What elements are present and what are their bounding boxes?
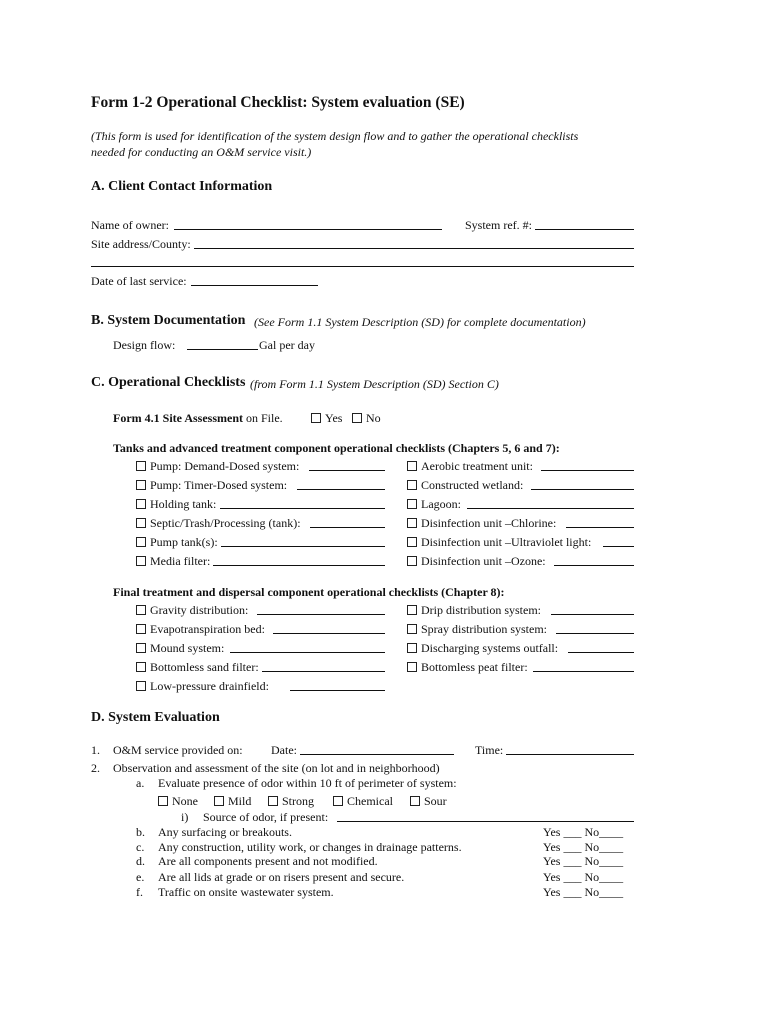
intro-line-1: (This form is used for identification of the system design flow and to gather the operational checklists — [91, 129, 579, 143]
sub-i-label: Source of odor, if present: — [203, 810, 329, 824]
odor-strong[interactable]: Strong — [268, 794, 314, 809]
tanks-heading: Tanks and advanced treatment component operational checklists (Chapters 5, 6 and 7): — [113, 441, 560, 455]
sub-d-number: d. — [136, 854, 145, 868]
sub-b-number: b. — [136, 825, 145, 839]
final-field-peat[interactable] — [533, 671, 634, 672]
tank-item-media[interactable]: Media filter: — [136, 554, 210, 569]
design-flow-label: Design flow: — [113, 338, 176, 352]
final-item-spray[interactable]: Spray distribution system: — [407, 622, 547, 637]
time-label: Time: — [475, 743, 504, 757]
site-assessment-no[interactable]: No — [352, 411, 381, 426]
final-field-lowpressure[interactable] — [290, 690, 385, 691]
final-item-sand[interactable]: Bottomless sand filter: — [136, 660, 259, 675]
checkbox-icon[interactable] — [136, 643, 146, 653]
final-field-gravity[interactable] — [257, 614, 385, 615]
sub-f-yes-no[interactable]: Yes ___ No____ — [543, 885, 624, 899]
checkbox-icon[interactable] — [407, 518, 417, 528]
site-assessment-yes[interactable]: Yes — [311, 411, 342, 426]
sub-e-label: Are all lids at grade or on risers present and secure. — [158, 870, 405, 884]
checkbox-icon[interactable] — [333, 796, 343, 806]
checkbox-icon[interactable] — [136, 681, 146, 691]
sub-i-number: i) — [181, 810, 189, 824]
final-item-outfall[interactable]: Discharging systems outfall: — [407, 641, 558, 656]
checkbox-icon[interactable] — [407, 662, 417, 672]
final-field-mound[interactable] — [230, 652, 385, 653]
checkbox-icon[interactable] — [268, 796, 278, 806]
checkbox-icon[interactable] — [158, 796, 168, 806]
time-field[interactable] — [506, 754, 634, 755]
site-assessment-label: Form 4.1 Site Assessment — [113, 411, 243, 425]
tank-field-demand[interactable] — [309, 470, 385, 471]
sub-f-number: f. — [136, 885, 143, 899]
item-2-number: 2. — [91, 761, 100, 775]
item-2-label: Observation and assessment of the site (on lot and in neighborhood) — [113, 761, 440, 775]
checkbox-icon[interactable] — [407, 480, 417, 490]
final-field-spray[interactable] — [556, 633, 634, 634]
checkbox-icon[interactable] — [136, 662, 146, 672]
tank-field-chlorine[interactable] — [566, 527, 634, 528]
tank-item-wetland[interactable]: Constructed wetland: — [407, 478, 523, 493]
sub-c-number: c. — [136, 840, 145, 854]
final-item-drip[interactable]: Drip distribution system: — [407, 603, 541, 618]
final-item-mound[interactable]: Mound system: — [136, 641, 224, 656]
tank-field-timer[interactable] — [297, 489, 385, 490]
checkbox-icon[interactable] — [136, 480, 146, 490]
checkbox-icon[interactable] — [136, 624, 146, 634]
last-service-field[interactable] — [191, 285, 318, 286]
intro-line-2: needed for conducting an O&M service visit.) — [91, 145, 312, 159]
sub-d-label: Are all components present and not modified. — [158, 854, 378, 868]
section-d-heading: D. System Evaluation — [91, 710, 220, 725]
final-heading: Final treatment and dispersal component operational checklists (Chapter 8): — [113, 585, 505, 599]
tank-field-septic[interactable] — [310, 527, 385, 528]
checkbox-icon[interactable] — [311, 413, 321, 423]
checkbox-icon[interactable] — [352, 413, 362, 423]
tank-field-pump-tank[interactable] — [221, 546, 385, 547]
design-flow-field[interactable] — [187, 349, 258, 350]
tank-item-uv[interactable]: Disinfection unit –Ultraviolet light: — [407, 535, 591, 550]
checkbox-icon[interactable] — [136, 537, 146, 547]
checkbox-icon[interactable] — [407, 605, 417, 615]
odor-mild[interactable]: Mild — [214, 794, 251, 809]
checkbox-icon[interactable] — [407, 461, 417, 471]
sub-b-yes-no[interactable]: Yes ___ No____ — [543, 825, 624, 839]
tank-field-aerobic[interactable] — [541, 470, 634, 471]
owner-label: Name of owner: — [91, 218, 169, 232]
final-field-sand[interactable] — [262, 671, 385, 672]
tank-field-lagoon[interactable] — [467, 508, 634, 509]
checkbox-icon[interactable] — [410, 796, 420, 806]
checkbox-icon[interactable] — [136, 605, 146, 615]
owner-field[interactable] — [174, 229, 442, 230]
section-b-heading: B. System Documentation — [91, 313, 246, 328]
checkbox-icon[interactable] — [136, 556, 146, 566]
tank-item-septic[interactable]: Septic/Trash/Processing (tank): — [136, 516, 301, 531]
checkbox-icon[interactable] — [407, 643, 417, 653]
final-item-lowpressure[interactable]: Low-pressure drainfield: — [136, 679, 269, 694]
checkbox-icon[interactable] — [214, 796, 224, 806]
date-field[interactable] — [300, 754, 454, 755]
tank-item-lagoon[interactable]: Lagoon: — [407, 497, 461, 512]
section-c-note: (from Form 1.1 System Description (SD) Section C) — [250, 377, 499, 391]
checkbox-icon[interactable] — [136, 461, 146, 471]
tank-item-pump-tank[interactable]: Pump tank(s): — [136, 535, 218, 550]
system-ref-field[interactable] — [535, 229, 634, 230]
section-b-note: (See Form 1.1 System Description (SD) for complete documentation) — [254, 315, 586, 329]
tank-item-holding[interactable]: Holding tank: — [136, 497, 216, 512]
item-1-label: O&M service provided on: — [113, 743, 243, 757]
sub-c-yes-no[interactable]: Yes ___ No____ — [543, 840, 624, 854]
date-label: Date: — [271, 743, 297, 757]
checkbox-icon[interactable] — [136, 499, 146, 509]
odor-sour[interactable]: Sour — [410, 794, 447, 809]
tank-field-media[interactable] — [213, 565, 385, 566]
tank-field-holding[interactable] — [220, 508, 385, 509]
tank-field-uv[interactable] — [603, 546, 634, 547]
address-label: Site address/County: — [91, 237, 191, 251]
address-field-line-2[interactable] — [91, 266, 634, 267]
final-item-gravity[interactable]: Gravity distribution: — [136, 603, 248, 618]
item-1-number: 1. — [91, 743, 100, 757]
final-field-outfall[interactable] — [568, 652, 634, 653]
tank-item-chlorine[interactable]: Disinfection unit –Chlorine: — [407, 516, 556, 531]
section-c-heading: C. Operational Checklists — [91, 375, 246, 390]
tank-item-aerobic[interactable]: Aerobic treatment unit: — [407, 459, 533, 474]
sub-a-label: Evaluate presence of odor within 10 ft of perimeter of system: — [158, 776, 457, 790]
tank-field-ozone[interactable] — [554, 565, 634, 566]
odor-none[interactable]: None — [158, 794, 198, 809]
checkbox-icon[interactable] — [407, 499, 417, 509]
final-item-peat[interactable]: Bottomless peat filter: — [407, 660, 528, 675]
checkbox-icon[interactable] — [136, 518, 146, 528]
page-title: Form 1-2 Operational Checklist: System evaluation (SE) — [91, 94, 465, 111]
site-assessment-row — [113, 411, 283, 426]
sub-b-label: Any surfacing or breakouts. — [158, 825, 292, 839]
tank-item-ozone[interactable]: Disinfection unit –Ozone: — [407, 554, 546, 569]
sub-a-number: a. — [136, 776, 145, 790]
odor-source-field[interactable] — [337, 821, 634, 822]
address-field[interactable] — [194, 248, 634, 249]
sub-c-label: Any construction, utility work, or changes in drainage patterns. — [158, 840, 462, 854]
tank-item-timer[interactable]: Pump: Timer-Dosed system: — [136, 478, 287, 493]
design-flow-unit: Gal per day — [259, 338, 315, 352]
system-ref-label: System ref. #: — [465, 218, 532, 232]
tank-item-demand[interactable]: Pump: Demand-Dosed system: — [136, 459, 299, 474]
final-item-evapo[interactable]: Evapotranspiration bed: — [136, 622, 265, 637]
odor-chemical[interactable]: Chemical — [333, 794, 393, 809]
checkbox-icon[interactable] — [407, 537, 417, 547]
sub-f-label: Traffic on onsite wastewater system. — [158, 885, 334, 899]
tank-field-wetland[interactable] — [531, 489, 634, 490]
site-assessment-suffix: on File. — [242, 411, 283, 425]
sub-e-yes-no[interactable]: Yes ___ No____ — [543, 870, 624, 884]
section-a-heading: A. Client Contact Information — [91, 179, 273, 194]
sub-e-number: e. — [136, 870, 145, 884]
final-field-evapo[interactable] — [273, 633, 385, 634]
last-service-label: Date of last service: — [91, 274, 187, 288]
checkbox-icon[interactable] — [407, 624, 417, 634]
sub-d-yes-no[interactable]: Yes ___ No____ — [543, 854, 624, 868]
final-field-drip[interactable] — [551, 614, 634, 615]
checkbox-icon[interactable] — [407, 556, 417, 566]
